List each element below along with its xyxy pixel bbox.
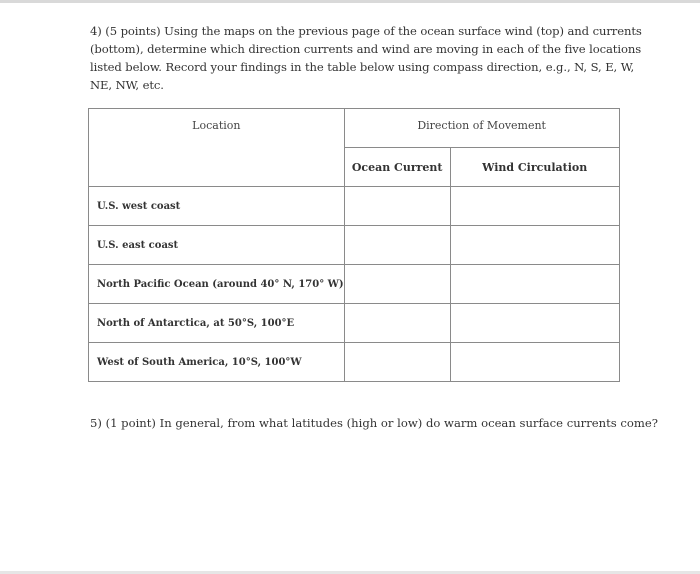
wind-circulation-cell[interactable] (450, 187, 619, 226)
question-4-line-2: (bottom), determine which direction currents and wind are moving in each of the five locations (90, 42, 642, 56)
question-4-line-1: 4) (5 points) Using the maps on the previous page of the ocean surface wind (top) and currents (90, 24, 642, 38)
table-header-row (89, 109, 620, 148)
ocean-current-cell[interactable] (344, 226, 450, 265)
location-cell: North Pacific Ocean (around 40° N, 170° W) (89, 265, 345, 304)
ocean-current-cell[interactable] (344, 187, 450, 226)
wind-circulation-header: Wind Circulation (450, 148, 619, 187)
direction-header (344, 109, 619, 148)
location-header (89, 109, 345, 187)
question-4-line-3: listed below. Record your findings in the table below using compass direction, e.g., N, S, E, W, (90, 60, 635, 74)
wind-circulation-cell[interactable] (450, 343, 619, 382)
direction-header-label: Direction of Movement (417, 119, 546, 132)
location-header-label: Location (192, 119, 241, 132)
question-5-text: 5) (1 point) In general, from what latitudes (high or low) do warm ocean surface currents come? (90, 416, 658, 430)
ocean-current-cell[interactable] (344, 304, 450, 343)
top-divider (0, 0, 700, 3)
wind-circulation-cell[interactable] (450, 304, 619, 343)
location-cell: U.S. west coast (89, 187, 345, 226)
wind-circulation-cell[interactable] (450, 226, 619, 265)
table-row (89, 226, 620, 265)
ocean-current-header: Ocean Current (344, 148, 450, 187)
table-row (89, 187, 620, 226)
findings-table (88, 108, 620, 382)
location-cell: North of Antarctica, at 50°S, 100°E (89, 304, 345, 343)
table-row (89, 265, 620, 304)
ocean-current-cell[interactable] (344, 343, 450, 382)
table-row (89, 343, 620, 382)
question-4-line-4: NE, NW, etc. (90, 78, 164, 92)
ocean-current-cell[interactable] (344, 265, 450, 304)
location-cell: U.S. east coast (89, 226, 345, 265)
wind-circulation-cell[interactable] (450, 265, 619, 304)
question-4-text (90, 22, 642, 94)
table-row (89, 304, 620, 343)
location-cell: West of South America, 10°S, 100°W (89, 343, 345, 382)
